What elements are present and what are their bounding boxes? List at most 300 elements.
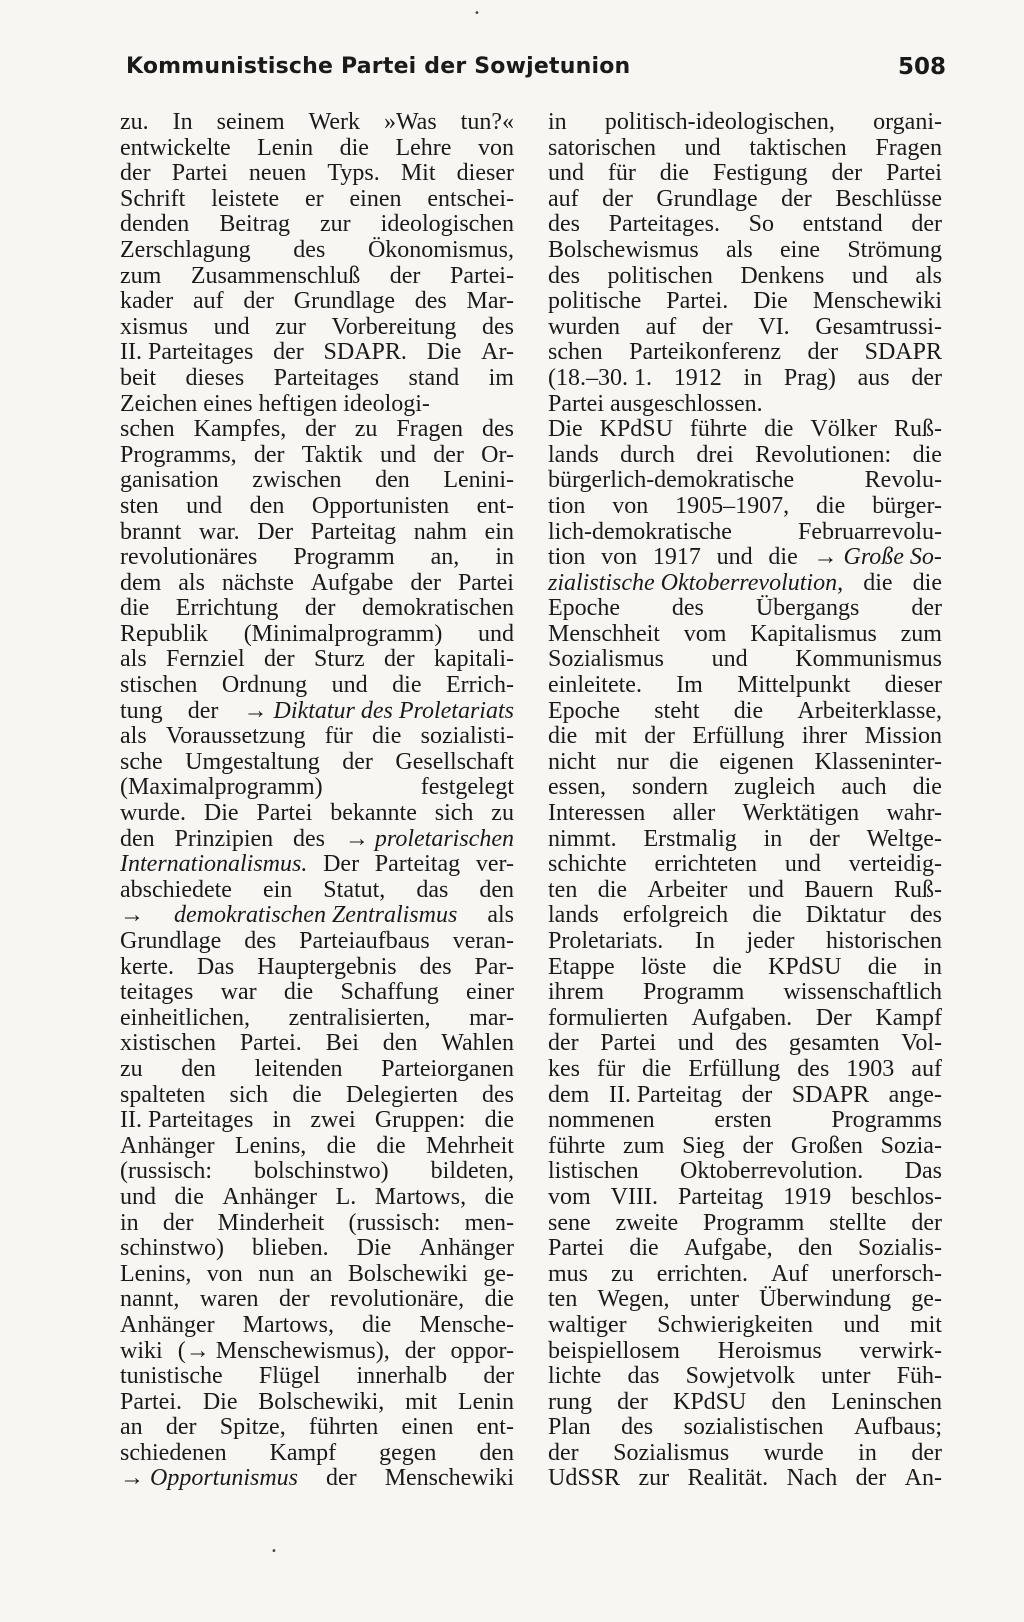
word: ver-: [475, 851, 514, 878]
text-line: [548, 775, 942, 801]
word: Mehrheit: [426, 1132, 514, 1159]
word: zu: [354, 416, 378, 443]
word: zentralisierten,: [288, 1004, 431, 1031]
word: Im: [676, 672, 703, 699]
word: 1919: [783, 1183, 832, 1210]
word: der: [807, 339, 839, 366]
word: der: [389, 262, 421, 289]
word: Lehre: [395, 134, 452, 161]
word: Ruß-: [894, 416, 942, 443]
word: die: [863, 569, 893, 596]
word: und: [331, 672, 368, 699]
word: die: [292, 1081, 322, 1108]
word: Kampf: [875, 1004, 942, 1031]
word: beispiellosem: [548, 1337, 680, 1364]
word: Bolschewiki: [347, 1260, 468, 1287]
word: Fragen: [396, 416, 464, 443]
word: in: [923, 953, 942, 980]
word: innerhalb: [356, 1363, 448, 1390]
word: die: [764, 416, 794, 443]
text-line: [120, 1441, 514, 1467]
word: die: [641, 1055, 672, 1082]
word: wahr-: [886, 800, 942, 827]
word: den: [375, 467, 410, 494]
word: den: [771, 1388, 807, 1415]
word: ge-: [483, 1260, 514, 1287]
word: Flügel: [258, 1363, 321, 1390]
word: satorischen: [548, 134, 656, 161]
text-line: [120, 801, 514, 827]
word: Beitrag: [219, 211, 290, 238]
word: zu: [120, 1055, 143, 1082]
word: von: [206, 1260, 243, 1287]
word: Errichtung: [175, 595, 279, 622]
text-line: [548, 366, 942, 392]
text-line: [548, 1313, 942, 1339]
word: und: [843, 1311, 880, 1338]
word: führte: [689, 416, 748, 443]
word: sche: [120, 748, 163, 775]
word: waltiger: [548, 1311, 627, 1338]
word: ent-: [476, 492, 514, 519]
cross-reference: → Opportunismus: [120, 1465, 299, 1492]
word: unter: [821, 1363, 871, 1390]
text-line: [120, 1211, 514, 1237]
cross-reference: → Diktatur des Proletariats: [243, 697, 514, 724]
word: nannt,: [120, 1286, 180, 1313]
text-line: [548, 1108, 942, 1134]
word: ten: [548, 1286, 578, 1313]
word: den: [479, 876, 514, 903]
word: dieses: [185, 364, 245, 391]
word: und: [478, 620, 514, 647]
word: VIII.: [610, 1183, 658, 1210]
word: Parteiaufbaus: [299, 928, 430, 954]
word: brannt: [120, 518, 182, 545]
text-line: [548, 468, 942, 494]
word: der: [741, 1081, 773, 1108]
word: zugleich: [734, 774, 816, 801]
word: Grundlage: [293, 288, 396, 315]
text-line: [548, 955, 942, 981]
word: einleitete.: [548, 672, 642, 699]
text-line: [120, 212, 514, 238]
text-line: [548, 1415, 942, 1441]
word: Aufgabe,: [684, 1235, 773, 1262]
cross-reference: → Große So-: [813, 544, 942, 571]
word: und: [186, 492, 223, 519]
word: xismus: [120, 313, 189, 340]
word: ideologi-: [343, 390, 430, 417]
word: in: [120, 1209, 139, 1236]
word: entstand: [802, 211, 883, 238]
text-line: [548, 212, 942, 238]
word: des: [482, 1081, 514, 1108]
word: verwirk-: [859, 1337, 942, 1364]
word: Schwierigkeiten: [657, 1311, 814, 1338]
word: die: [712, 953, 742, 980]
word: oppor-: [450, 1337, 514, 1364]
word: auf: [911, 1055, 942, 1082]
word: als: [915, 262, 942, 289]
word: mus: [548, 1260, 589, 1287]
word: Spitze,: [219, 1414, 286, 1441]
word: zum: [900, 620, 942, 647]
word: Republik: [120, 620, 208, 647]
word: und: [711, 646, 748, 673]
word: die: [326, 1132, 356, 1159]
word: Partei: [548, 390, 604, 417]
word: die: [669, 748, 699, 775]
text-line: [120, 1159, 514, 1185]
word: Sozialismus: [613, 1439, 730, 1466]
word: Klasseninter-: [814, 748, 942, 775]
word: Anhänger: [222, 1183, 318, 1210]
word: den: [249, 492, 285, 519]
word: vom: [548, 1183, 591, 1210]
word: Epoche: [548, 595, 620, 622]
word: Kapitalismus: [750, 620, 877, 647]
word: II. Parteitag: [608, 1081, 723, 1108]
word: schen: [548, 339, 603, 366]
word: als: [487, 902, 514, 929]
text-line: [120, 647, 514, 673]
word: So: [748, 211, 774, 238]
word: der: [304, 595, 336, 622]
word: und: [747, 876, 784, 903]
word: Werktätigen: [742, 800, 860, 827]
word: Prinzipien: [174, 825, 274, 852]
word: der: [404, 1337, 436, 1364]
word: (18.–30. 1.: [548, 364, 652, 391]
word: Erfüllung: [688, 1055, 781, 1082]
word: sozialistischen: [683, 1414, 824, 1441]
word: schichte: [548, 851, 627, 878]
word: schinstwo): [120, 1235, 224, 1262]
text-line: [120, 1236, 514, 1262]
word: erfolgreich: [622, 902, 729, 929]
word: der: [602, 185, 633, 212]
word: als: [120, 723, 147, 750]
word: leitenden: [254, 1055, 343, 1082]
word: »Was: [383, 109, 437, 135]
word: In: [172, 109, 193, 135]
word: Heroismus: [717, 1337, 822, 1364]
word: beschlos-: [851, 1183, 942, 1210]
word: unerforsch-: [831, 1260, 942, 1287]
word: II. Parteitages: [120, 1107, 254, 1134]
text-line: [120, 340, 514, 366]
word: führte: [548, 1132, 606, 1159]
word: der: [644, 723, 675, 750]
word: Ruß-: [893, 876, 942, 903]
word: zwischen: [252, 467, 342, 494]
word: der: [911, 1209, 942, 1236]
word: und: [851, 262, 888, 289]
word: Strömung: [847, 236, 942, 263]
word: Großen: [790, 1132, 863, 1159]
word: Or-: [481, 441, 514, 468]
word: jeder: [746, 928, 795, 954]
word: der: [264, 646, 295, 673]
text-line: [548, 264, 942, 290]
word: lichte: [548, 1363, 602, 1390]
word: der: [701, 313, 733, 340]
word: Voraussetzung: [165, 723, 306, 750]
word: des: [621, 1414, 654, 1441]
text-line: [120, 136, 514, 162]
word: der: [911, 1439, 942, 1466]
text-line: [120, 443, 514, 469]
word: in: [548, 109, 567, 135]
word: Arbeiterklasse,: [797, 697, 942, 724]
word: waren: [199, 1286, 259, 1313]
word: zu: [611, 1260, 634, 1287]
word: Mensche-: [419, 1311, 514, 1338]
word: Programm: [293, 544, 395, 571]
word: Partei: [256, 800, 313, 827]
word: tun?«: [460, 109, 514, 135]
word: ein: [484, 518, 514, 545]
word: nimmt.: [548, 825, 617, 852]
word: Proletariats.: [548, 928, 664, 954]
word: als: [178, 569, 205, 596]
text-line: [548, 571, 942, 597]
word: die: [912, 569, 942, 596]
word: der: [781, 185, 812, 212]
word: →: [120, 902, 144, 929]
word: ihrer: [801, 723, 848, 750]
word: Martows,: [242, 1311, 334, 1338]
word: auf: [645, 313, 677, 340]
word: Überwindung: [759, 1286, 892, 1313]
word: in: [272, 1107, 292, 1134]
word: und: [120, 1183, 156, 1210]
text-line: [548, 392, 942, 418]
word: Partei: [885, 160, 942, 187]
word: Die: [202, 1388, 238, 1415]
word: der: [279, 1286, 310, 1313]
word: nur: [616, 748, 649, 775]
word: eigenen: [719, 748, 794, 775]
text-line: [548, 1236, 942, 1262]
word: des: [244, 928, 277, 954]
word: L.: [335, 1183, 357, 1210]
text-line: [120, 1390, 514, 1416]
text-line: [120, 1262, 514, 1288]
word: Parteikonferenz: [629, 339, 782, 366]
text-line: [548, 1134, 942, 1160]
text-line: [120, 520, 514, 546]
text-line: [120, 827, 514, 853]
word: der: [162, 1209, 194, 1236]
word: Arbeiter: [647, 876, 728, 903]
text-line: [548, 724, 942, 750]
word: VI.: [758, 313, 790, 340]
word: die: [867, 953, 898, 980]
text-line: [548, 340, 942, 366]
word: Minderheit: [217, 1209, 325, 1236]
word: von: [601, 544, 638, 571]
scan-speck-bottom: •: [271, 1546, 277, 1557]
word: (russisch:: [348, 1209, 441, 1236]
word: und: [677, 1030, 714, 1057]
text-line: [548, 929, 942, 955]
word: Die: [548, 416, 583, 443]
word: für: [324, 723, 353, 750]
word: Programm: [702, 1209, 805, 1236]
word: bildeten,: [430, 1158, 514, 1185]
text-line: [548, 136, 942, 162]
text-line: [120, 750, 514, 776]
word: in: [858, 1439, 877, 1466]
word: und: [784, 851, 821, 878]
text-line: [120, 980, 514, 1006]
word: mit: [594, 723, 627, 750]
word: Aufbaus;: [854, 1414, 942, 1441]
text-line: [120, 1185, 514, 1211]
word: der: [243, 288, 275, 315]
word: die: [912, 774, 942, 801]
word: für: [597, 1055, 625, 1082]
word: der: [855, 1465, 887, 1492]
word: für: [607, 160, 636, 187]
word: Parteitages.: [608, 211, 720, 238]
word: des: [548, 211, 580, 238]
text-line: [120, 596, 514, 622]
page-number: 508: [897, 54, 946, 80]
word: der: [548, 1439, 579, 1466]
text-line: [548, 1159, 942, 1185]
word: kader: [120, 288, 174, 315]
word: verteidig-: [848, 851, 942, 878]
word: steht: [654, 697, 700, 724]
word: des: [414, 288, 447, 315]
word: seinem: [216, 109, 285, 135]
word: 1917: [652, 544, 701, 571]
word: organi-: [873, 109, 942, 135]
text-line: [548, 673, 942, 699]
text-line: [548, 1364, 942, 1390]
word: Anhänger: [419, 1235, 514, 1262]
word: KPdSU: [768, 953, 842, 980]
word: des: [735, 1030, 768, 1057]
text-line: [120, 1466, 514, 1492]
word: nommenen: [548, 1107, 655, 1134]
text-line: [120, 468, 514, 494]
text-line: [120, 315, 514, 341]
word: Partei: [457, 569, 514, 596]
word: gegen: [379, 1439, 437, 1466]
word: politische: [548, 288, 642, 315]
word: die: [484, 1286, 514, 1313]
text-line: [548, 289, 942, 315]
running-title: Kommunistische Partei der Sowjetunion: [126, 54, 631, 79]
word: Die: [203, 800, 239, 827]
word: mit: [909, 1311, 942, 1338]
word: Mit: [400, 160, 436, 187]
word: ein: [262, 876, 293, 903]
word: listischen: [548, 1158, 639, 1185]
text-line: [120, 110, 514, 136]
word: stand: [408, 364, 460, 391]
word: die: [597, 876, 628, 903]
word: die: [752, 902, 782, 929]
word: aller: [672, 800, 716, 827]
word: Kommunismus: [795, 646, 942, 673]
word: Gesellschaft: [395, 748, 514, 775]
word: durch: [620, 441, 675, 468]
word: Umgestaltung: [185, 748, 320, 775]
word: Bolschewiki,: [258, 1388, 385, 1415]
text-line: [120, 929, 514, 955]
word: des: [909, 902, 942, 929]
word: ganisation: [120, 467, 219, 494]
word: sich: [229, 1081, 269, 1108]
word: sene: [548, 1209, 591, 1236]
word: auch: [841, 774, 887, 801]
word: einen: [401, 1414, 454, 1441]
word: die: [768, 544, 798, 571]
word: Festigung: [712, 160, 808, 187]
text-line: [120, 1083, 514, 1109]
word: der: [911, 595, 942, 622]
text-line: [120, 571, 514, 597]
word: der: [187, 697, 219, 724]
word: Interessen: [548, 800, 646, 827]
word: Ökonomismus,: [367, 236, 514, 263]
word: aus: [857, 364, 890, 391]
text-line: [120, 852, 514, 878]
word: Schaffung: [340, 979, 439, 1006]
word: in: [763, 825, 783, 852]
word: der: [809, 825, 840, 852]
word: taktischen: [749, 134, 847, 161]
word: des: [797, 1055, 830, 1082]
word: Gruppen:: [374, 1107, 466, 1134]
word: Lenin: [257, 134, 314, 161]
word: errichteten: [654, 851, 758, 878]
word: eines: [203, 390, 253, 417]
word: KPdSU: [673, 1388, 747, 1415]
word: politisch-ideologischen,: [604, 109, 835, 135]
word: drei: [696, 441, 734, 468]
word: Werk: [308, 109, 360, 135]
word: von: [477, 134, 514, 161]
word: denden: [120, 211, 190, 238]
word: xistischen: [120, 1030, 216, 1057]
word: Realität.: [687, 1465, 769, 1492]
word: er: [305, 185, 324, 212]
word: an: [120, 1414, 143, 1441]
word: Oktoberrevolution.: [680, 1158, 864, 1185]
word: einer: [466, 979, 514, 1006]
word: An-: [904, 1465, 942, 1492]
word: sondern: [632, 774, 708, 801]
text-line: [548, 520, 942, 546]
word: den: [382, 1030, 418, 1057]
text-line: [548, 187, 942, 213]
word: das: [416, 876, 449, 903]
text-line: [120, 289, 514, 315]
text-line: [120, 955, 514, 981]
word: Plan: [548, 1414, 591, 1441]
word: ideologischen: [380, 211, 514, 238]
word: Partei.: [120, 1388, 182, 1415]
word: zu.: [120, 109, 149, 135]
text-line: [120, 1415, 514, 1441]
word: neuen: [248, 160, 307, 187]
